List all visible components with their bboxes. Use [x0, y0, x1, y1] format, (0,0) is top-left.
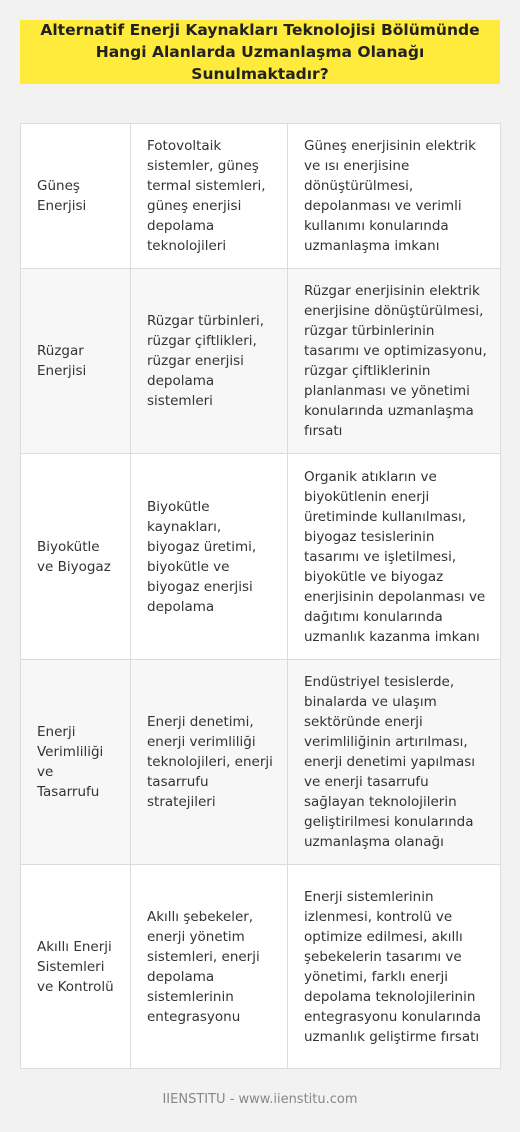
table-row: [21, 660, 501, 865]
area-cell: Rüzgar Enerjisi: [21, 269, 131, 454]
topics-cell: Fotovoltaik sistemler, güneş termal sistemleri, güneş enerjisi depolama teknolojileri: [131, 124, 288, 269]
table-row: [21, 269, 501, 454]
page-title: Alternatif Enerji Kaynakları Teknolojisi Bölümünde Hangi Alanlarda Uzmanlaşma Olanağı Sunulmaktadır?: [40, 21, 480, 83]
table-row: [21, 454, 501, 660]
specialization-table: [20, 123, 500, 1069]
description-cell: Enerji sistemlerinin izlenmesi, kontrolü ve optimize edilmesi, akıllı şebekelerin tasarımı ve yönetimi, farklı enerji depolama teknolojilerinin entegrasyonu konularında uzmanlık geliştirme fırsatı: [288, 865, 501, 1069]
footer-credit: IIENSTITU - www.iienstitu.com: [162, 1092, 358, 1107]
topics-cell: Akıllı şebekeler, enerji yönetim sistemleri, enerji depolama sistemlerinin entegrasyonu: [131, 865, 288, 1069]
description-cell: Güneş enerjisinin elektrik ve ısı enerjisine dönüştürülmesi, depolanması ve verimli kullanımı konularında uzmanlaşma imkanı: [288, 124, 501, 269]
title-banner: [20, 20, 500, 84]
area-cell: Akıllı Enerji Sistemleri ve Kontrolü: [21, 865, 131, 1069]
area-cell: Enerji Verimliliği ve Tasarrufu: [21, 660, 131, 865]
topics-cell: Rüzgar türbinleri, rüzgar çiftlikleri, rüzgar enerjisi depolama sistemleri: [131, 269, 288, 454]
description-cell: Rüzgar enerjisinin elektrik enerjisine dönüştürülmesi, rüzgar türbinlerinin tasarımı ve optimizasyonu, rüzgar çiftliklerinin planlanması ve yönetimi konularında uzmanlaşma fırsatı: [288, 269, 501, 454]
description-cell: Endüstriyel tesislerde, binalarda ve ulaşım sektöründe enerji verimliliğinin artırılması, enerji denetimi yapılması ve enerji tasarrufu sağlayan teknolojilerin geliştirilmesi konularında uzmanlaşma olanağı: [288, 660, 501, 865]
table-row: [21, 124, 501, 269]
description-cell: Organik atıkların ve biyokütlenin enerji üretiminde kullanılması, biyogaz tesislerinin tasarımı ve işletilmesi, biyokütle ve biyogaz enerjisinin depolanması ve dağıtımı konularında uzmanlık kazanma imkanı: [288, 454, 501, 660]
table-row: [21, 865, 501, 1069]
topics-cell: Enerji denetimi, enerji verimliliği teknolojileri, enerji tasarrufu stratejileri: [131, 660, 288, 865]
topics-cell: Biyokütle kaynakları, biyogaz üretimi, biyokütle ve biyogaz enerjisi depolama: [131, 454, 288, 660]
area-cell: Güneş Enerjisi: [21, 124, 131, 269]
area-cell: Biyokütle ve Biyogaz: [21, 454, 131, 660]
